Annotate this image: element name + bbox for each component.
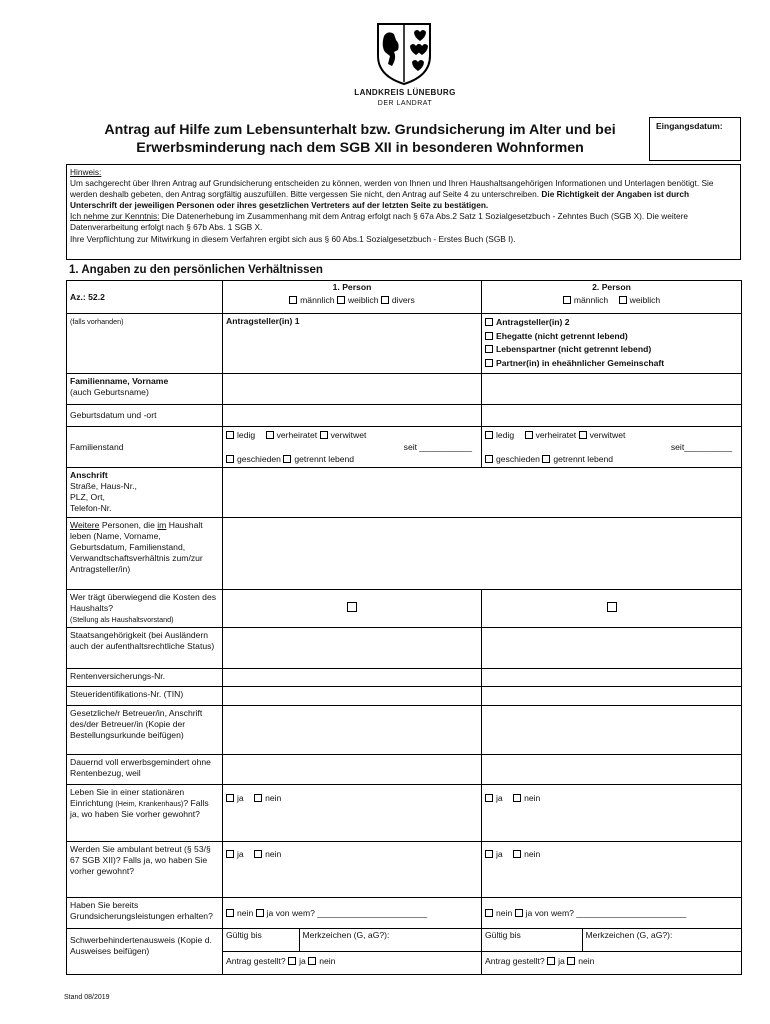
- p2-kosten-checkbox[interactable]: [607, 602, 617, 612]
- p1-ambulant-ja-checkbox[interactable]: [226, 850, 234, 858]
- p2-getrennt-checkbox[interactable]: [542, 455, 550, 463]
- p1-kosten-cell: [223, 590, 482, 628]
- p2-role-checkbox[interactable]: [485, 318, 493, 326]
- p2-maennlich-checkbox[interactable]: [563, 296, 571, 304]
- p2-kosten-cell: [482, 590, 742, 628]
- p1-maennlich-checkbox[interactable]: [289, 296, 297, 304]
- p2-verwitwet-checkbox[interactable]: [579, 431, 587, 439]
- p2-role-checkbox[interactable]: [485, 332, 493, 340]
- p1-erwerb-field[interactable]: [223, 755, 482, 785]
- p1-stationaer-nein-checkbox[interactable]: [254, 794, 262, 802]
- document-title: Antrag auf Hilfe zum Lebensunterhalt bzw. Grundsicherung im Alter und bei Erwerbsminderung nach dem SGB XII in besonderen Wohnformen: [104, 122, 616, 156]
- p1-ledig-checkbox[interactable]: [226, 431, 234, 439]
- coat-of-arms-logo: [372, 22, 436, 86]
- p2-familienstand: ledig verheiratet verwitwet seit__________ geschieden getrennt lebend: [482, 427, 742, 468]
- p2-ambulant-nein-checkbox[interactable]: [513, 850, 521, 858]
- p1-grundsich-nein-checkbox[interactable]: [226, 909, 234, 917]
- eingangsdatum-field[interactable]: Eingangsdatum:: [649, 117, 741, 161]
- p1-getrennt-checkbox[interactable]: [283, 455, 291, 463]
- p1-grundsicherung: nein ja von wem? _______________________: [223, 898, 482, 929]
- az-cell[interactable]: Az.: 52.2: [67, 281, 223, 314]
- p1-gueltig-field[interactable]: Gültig bis: [223, 929, 299, 951]
- label-stationaer: Leben Sie in einer stationären Einrichtung (Heim, Krankenhaus)? Falls ja, wo haben Sie vorher gewohnt?: [67, 785, 223, 842]
- p1-betreuer-field[interactable]: [223, 706, 482, 755]
- p2-ambulant-ja-checkbox[interactable]: [485, 850, 493, 858]
- p2-role-checkbox[interactable]: [485, 359, 493, 367]
- p1-antrag-ja-checkbox[interactable]: [288, 957, 296, 965]
- person2-header: 2. Person männlich weiblich: [482, 281, 742, 314]
- hint-heading: Hinweis:: [70, 167, 102, 177]
- org-sub: DER LANDRAT: [377, 100, 433, 107]
- personal-data-table: [66, 280, 742, 975]
- az-note: (falls vorhanden): [67, 314, 223, 374]
- p2-merkzeichen-field[interactable]: Merkzeichen (G, aG?):: [582, 929, 741, 951]
- p2-ledig-checkbox[interactable]: [485, 431, 493, 439]
- label-renten: Rentenversicherungs-Nr.: [67, 669, 223, 687]
- p1-grundsich-ja-checkbox[interactable]: [256, 909, 264, 917]
- p2-geschieden-checkbox[interactable]: [485, 455, 493, 463]
- section-title: 1. Angaben zu den persönlichen Verhältnissen: [69, 264, 323, 276]
- p2-weiblich-checkbox[interactable]: [619, 296, 627, 304]
- weitere-personen-field[interactable]: [223, 518, 742, 590]
- stand-date: Stand 08/2019: [64, 994, 110, 1001]
- p1-geschieden-checkbox[interactable]: [226, 455, 234, 463]
- label-erwerb: Dauernd voll erwerbsgemindert ohne Rentenbezug, weil: [67, 755, 223, 785]
- p2-stationaer-nein-checkbox[interactable]: [513, 794, 521, 802]
- hint-mitwirkung: Ihre Verpflichtung zur Mitwirkung in diesem Verfahren ergibt sich aus § 60 Abs.1 Sozialgesetzbuch - Erstes Buch (SGB I).: [70, 233, 516, 244]
- p1-verwitwet-checkbox[interactable]: [320, 431, 328, 439]
- p1-ambulant: ja nein: [223, 842, 482, 898]
- hint-kenntnis: Ich nehme zur Kenntnis: Die Datenerhebung im Zusammenhang mit dem Antrag erfolgt nach § 67a Abs.2 Satz 1 Sozialgesetzbuch - Zehntes Buch (SGB X). Die weitere Datenverarbeitung erfolgt nach § 67b Abs. 1 SGB X.: [70, 211, 689, 233]
- label-steuer: Steueridentifikations-Nr. (TIN): [67, 687, 223, 706]
- p1-role: Antragsteller(in) 1: [223, 314, 482, 374]
- p1-steuer-field[interactable]: [223, 687, 482, 706]
- label-geburt: Geburtsdatum und -ort: [67, 405, 223, 427]
- p2-renten-field[interactable]: [482, 669, 742, 687]
- p2-grundsich-ja-checkbox[interactable]: [515, 909, 523, 917]
- p1-name-field[interactable]: [223, 374, 482, 405]
- p1-kosten-checkbox[interactable]: [347, 602, 357, 612]
- label-anschrift: Anschrift Straße, Haus-Nr., PLZ, Ort, Telefon-Nr.: [67, 468, 223, 518]
- p1-geburt-field[interactable]: [223, 405, 482, 427]
- hint-box: [66, 164, 741, 260]
- p1-antrag-nein-checkbox[interactable]: [308, 957, 316, 965]
- p1-merkzeichen-field[interactable]: Merkzeichen (G, aG?):: [299, 929, 481, 951]
- label-schwerbehindert: Schwerbehindertenausweis (Kopie d. Ausweises beifügen): [67, 929, 223, 975]
- p1-weiblich-checkbox[interactable]: [337, 296, 345, 304]
- p1-divers-checkbox[interactable]: [381, 296, 389, 304]
- p2-roles: Antragsteller(in) 2 Ehegatte (nicht getrennt lebend) Lebenspartner (nicht getrennt lebend) Partner(in) in eheähnlicher Gemeinschaft: [482, 314, 742, 374]
- p1-verheiratet-checkbox[interactable]: [266, 431, 274, 439]
- p2-grundsich-nein-checkbox[interactable]: [485, 909, 493, 917]
- hint-text: Um sachgerecht über Ihren Antrag auf Grundsicherung entscheiden zu können, werden von Ihnen und Ihren Haushaltsangehörigen Informationen und Unterlagen benötigt. Sie werden deshalb gebeten, den Antrag sorgfältig auszufüllen. Bitte vergessen Sie nicht, den Antrag auf Seite 4 zu unterschreiben. Die Richtigkeit der Angaben ist durch Unterschrift der jeweiligen Personen oder ihres gesetzlichen Vertreters auf der letzten Seite zu bestätigen.: [70, 178, 714, 211]
- p2-antrag-ja-checkbox[interactable]: [547, 957, 555, 965]
- p1-schwerbehindert: [223, 929, 482, 975]
- p2-antrag-gestellt: Antrag gestellt? ja nein: [485, 955, 595, 966]
- p2-antrag-nein-checkbox[interactable]: [567, 957, 575, 965]
- p2-stationaer-ja-checkbox[interactable]: [485, 794, 493, 802]
- label-staat: Staatsangehörigkeit (bei Ausländern auch der aufenthaltsrechtliche Status): [67, 628, 223, 669]
- label-kosten: Wer trägt überwiegend die Kosten des Haushalts? (Stellung als Haushaltsvorstand): [67, 590, 223, 628]
- label-weitere-personen: Weitere Personen, die im Haushalt leben (Name, Vorname, Geburtsdatum, Familienstand, Verwandtschaftsverhältnis zum/zur Antragsteller/in): [67, 518, 223, 590]
- p2-betreuer-field[interactable]: [482, 706, 742, 755]
- p2-staat-field[interactable]: [482, 628, 742, 669]
- p2-gueltig-field[interactable]: Gültig bis: [482, 929, 582, 951]
- p2-grundsicherung: nein ja von wem? _______________________: [482, 898, 742, 929]
- p1-ambulant-nein-checkbox[interactable]: [254, 850, 262, 858]
- label-betreuer: Gesetzliche/r Betreuer/in, Anschrift des/der Betreuer/in (Kopie der Bestellungsurkunde beifügen): [67, 706, 223, 755]
- label-ambulant: Werden Sie ambulant betreut (§ 53/§ 67 SGB XII)? Falls ja, wo haben Sie vorher gewohnt?: [67, 842, 223, 898]
- p2-verheiratet-checkbox[interactable]: [525, 431, 533, 439]
- p2-ambulant: ja nein: [482, 842, 742, 898]
- p2-erwerb-field[interactable]: [482, 755, 742, 785]
- p1-antrag-gestellt: Antrag gestellt? ja nein: [226, 955, 336, 966]
- p2-name-field[interactable]: [482, 374, 742, 405]
- person1-header: 1. Person männlich weiblich divers: [223, 281, 482, 314]
- p2-schwerbehindert: [482, 929, 742, 975]
- p2-role-checkbox[interactable]: [485, 345, 493, 353]
- p1-stationaer: ja nein: [223, 785, 482, 842]
- org-name: LANDKREIS LÜNEBURG: [354, 88, 456, 97]
- anschrift-field[interactable]: [223, 468, 742, 518]
- p2-stationaer: ja nein: [482, 785, 742, 842]
- label-grundsicherung: Haben Sie bereits Grundsicherungsleistungen erhalten?: [67, 898, 223, 929]
- label-name: Familienname, Vorname (auch Geburtsname): [67, 374, 223, 405]
- p2-steuer-field[interactable]: [482, 687, 742, 706]
- label-familienstand: Familienstand: [67, 427, 223, 468]
- p1-renten-field[interactable]: [223, 669, 482, 687]
- p1-staat-field[interactable]: [223, 628, 482, 669]
- p1-stationaer-ja-checkbox[interactable]: [226, 794, 234, 802]
- p2-geburt-field[interactable]: [482, 405, 742, 427]
- p1-familienstand: ledig verheiratet verwitwet seit ___________ geschieden getrennt lebend: [223, 427, 482, 468]
